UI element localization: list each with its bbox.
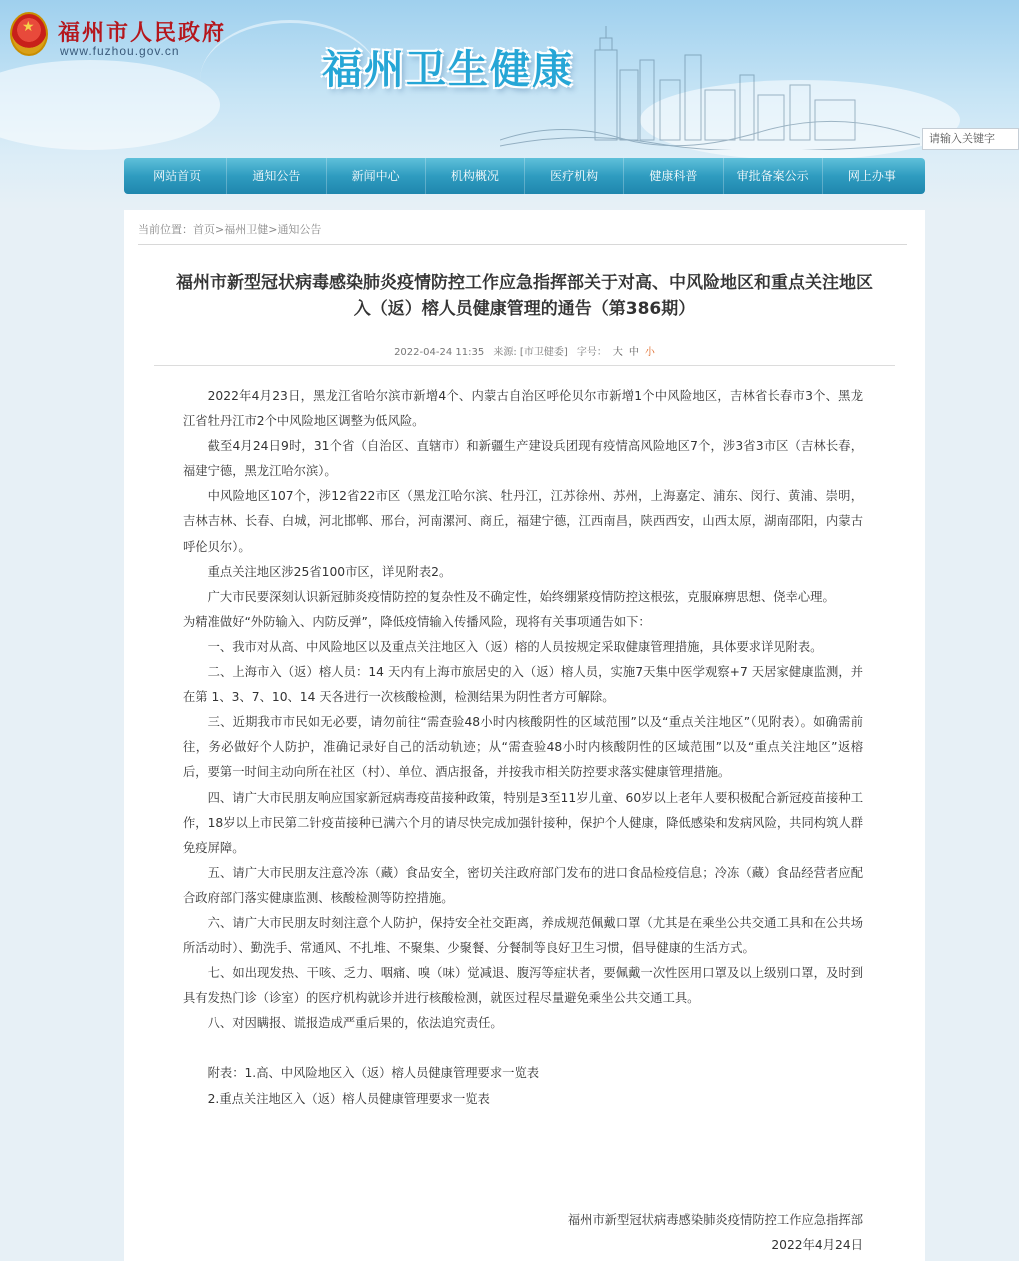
fontsize-medium-button[interactable]: 中 bbox=[628, 347, 639, 358]
banner-title: 福州卫生健康 bbox=[322, 47, 574, 93]
notice-item: 四、请广大市民朋友响应国家新冠病毒疫苗接种政策，特别是3至11岁儿童、60岁以上老年人要积极配合新冠疫苗接种工作，18岁以上市民第二针疫苗接种已满六个月的请尽快完成加强针接种，保护个人健康，降低感染和发病风险，共同构筑人群免疫屏障。 bbox=[183, 790, 863, 855]
notice-item: 六、请广大市民朋友时刻注意个人防护，保持安全社交距离，养成规范佩戴口罩（尤其是在乘坐公共交通工具和在公共场所活动时）、勤洗手、常通风、不扎堆、不聚集、少聚餐、分餐制等良好卫生习惯，倡导健康的生活方式。 bbox=[183, 915, 863, 956]
breadcrumb-separator: > bbox=[215, 223, 225, 236]
site-name[interactable]: 福州市人民政府 bbox=[58, 21, 227, 46]
nav-item-medical[interactable]: 医疗机构 bbox=[525, 158, 624, 194]
breadcrumb-notices[interactable]: 通知公告 bbox=[277, 223, 322, 236]
city-skyline-icon bbox=[500, 20, 920, 150]
article-paragraph: 截至4月24日9时，31个省（自治区、直辖市）和新疆生产建设兵团现有疫情高风险地区7个，涉3省3市区（吉林长春，福建宁德，黑龙江哈尔滨）。 bbox=[183, 439, 863, 479]
notice-item: 三、近期我市市民如无必要，请勿前往“需查验48小时内核酸阴性的区域范围”以及“重点关注地区”（见附表）。如确需前往，务必做好个人防护，准确记录好自己的活动轨迹；从“需查验48小时内核酸阴性的区域范围”以及“重点关注地区”返榕后，要第一时间主动向所在社区（村）、单位、酒店报备，并按我市相关防控要求落实健康管理措施。 bbox=[183, 715, 863, 780]
main-nav bbox=[124, 158, 925, 194]
breadcrumb-separator: > bbox=[268, 223, 278, 236]
article-paragraph: 中风险地区107个，涉12省22市区（黑龙江哈尔滨、牡丹江，江苏徐州、苏州，上海嘉定、浦东、闵行、黄浦、崇明，吉林吉林、长春、白城，河北邯郸、邢台，河南漯河、商丘，福建宁德，江西南昌，陕西西安，山西太原，湖南邵阳，内蒙古呼伦贝尔）。 bbox=[183, 489, 863, 554]
spacer bbox=[183, 1036, 863, 1061]
breadcrumb bbox=[138, 220, 321, 240]
article-title bbox=[144, 270, 905, 322]
signature-date: 2022年4月24日 bbox=[771, 1238, 863, 1252]
divider bbox=[138, 244, 907, 245]
nav-item-home[interactable]: 网站首页 bbox=[128, 158, 227, 194]
site-url[interactable]: www.fuzhou.gov.cn bbox=[60, 44, 180, 58]
attachment-item: 附表：1.高、中风险地区入（返）榕人员健康管理要求一览表 bbox=[207, 1066, 540, 1081]
divider bbox=[154, 365, 895, 366]
publish-datetime: 2022-04-24 11:35 bbox=[394, 347, 485, 358]
notice-item: 七、如出现发热、干咳、乏力、咽痛、嗅（味）觉减退、腹泻等症状者，要佩戴一次性医用口罩及以上级别口罩，及时到具有发热门诊（诊室）的医疗机构就诊并进行核酸检测，就医过程尽量避免乘坐公共交通工具。 bbox=[183, 966, 863, 1006]
content-panel bbox=[124, 210, 925, 1261]
breadcrumb-home[interactable]: 首页 bbox=[193, 223, 215, 236]
notice-item: 二、上海市入（返）榕人员：14 天内有上海市旅居史的入（返）榕人员，实施7天集中医学观察+7 天居家健康监测，并在第 1、3、7、10、14 天各进行一次核酸检测，检测结果为阴性者方可解除。 bbox=[183, 665, 863, 705]
national-emblem-icon[interactable] bbox=[10, 12, 48, 56]
article-paragraph: 为精准做好“外防输入、内防反弹”，降低疫情输入传播风险，现将有关事项通告如下： bbox=[183, 614, 651, 629]
cloud-decoration bbox=[0, 60, 220, 150]
breadcrumb-fuzhou-health[interactable]: 福州卫健 bbox=[224, 223, 269, 236]
nav-item-health-science[interactable]: 健康科普 bbox=[624, 158, 723, 194]
article-body bbox=[183, 384, 863, 1112]
article-title-line: 福州市新型冠状病毒感染肺炎疫情防控工作应急指挥部关于对高、中风险地区和重点关注地区 bbox=[176, 273, 873, 293]
breadcrumb-prefix: 当前位置： bbox=[138, 223, 193, 236]
article-paragraph: 重点关注地区涉25省100市区，详见附表2。 bbox=[207, 564, 452, 579]
fontsize-small-button[interactable]: 小 bbox=[644, 347, 655, 358]
article-signature bbox=[124, 1208, 863, 1258]
star-icon: ★ bbox=[22, 19, 35, 35]
fontsize-label: 字号： bbox=[576, 347, 607, 358]
signature-org: 福州市新型冠状病毒感染肺炎疫情防控工作应急指挥部 bbox=[567, 1213, 863, 1227]
notice-item: 八、对因瞒报、谎报造成严重后果的，依法追究责任。 bbox=[207, 1016, 503, 1031]
article-meta bbox=[124, 343, 925, 358]
nav-item-about[interactable]: 机构概况 bbox=[426, 158, 525, 194]
notice-item: 一、我市对从高、中风险地区以及重点关注地区入（返）榕的人员按规定采取健康管理措施，具体要求详见附表。 bbox=[207, 639, 823, 654]
fontsize-large-button[interactable]: 大 bbox=[612, 347, 623, 358]
article-paragraph: 广大市民要深刻认识新冠肺炎疫情防控的复杂性及不确定性，始终绷紧疫情防控这根弦，克服麻痹思想、侥幸心理。 bbox=[207, 589, 835, 604]
nav-item-news[interactable]: 新闻中心 bbox=[327, 158, 426, 194]
article-paragraph: 2022年4月23日，黑龙江省哈尔滨市新增4个、内蒙古自治区呼伦贝尔市新增1个中风险地区，吉林省长春市3个、黑龙江省牡丹江市2个中风险地区调整为低风险。 bbox=[183, 389, 863, 429]
attachment-item: 2.重点关注地区入（返）榕人员健康管理要求一览表 bbox=[207, 1091, 490, 1106]
article-source: 来源: [市卫健委] bbox=[493, 347, 568, 358]
article-title-line: 入（返）榕人员健康管理的通告（第386期） bbox=[353, 299, 696, 319]
notice-item: 五、请广大市民朋友注意冷冻（藏）食品安全，密切关注政府部门发布的进口食品检疫信息；冷冻（藏）食品经营者应配合政府部门落实健康监测、核酸检测等防控措施。 bbox=[183, 865, 863, 905]
nav-item-notices[interactable]: 通知公告 bbox=[227, 158, 326, 194]
nav-item-online-services[interactable]: 网上办事 bbox=[847, 169, 896, 183]
nav-item-approvals[interactable]: 审批备案公示 bbox=[724, 158, 823, 194]
search-input[interactable]: 请输入关键字 bbox=[922, 128, 1019, 150]
